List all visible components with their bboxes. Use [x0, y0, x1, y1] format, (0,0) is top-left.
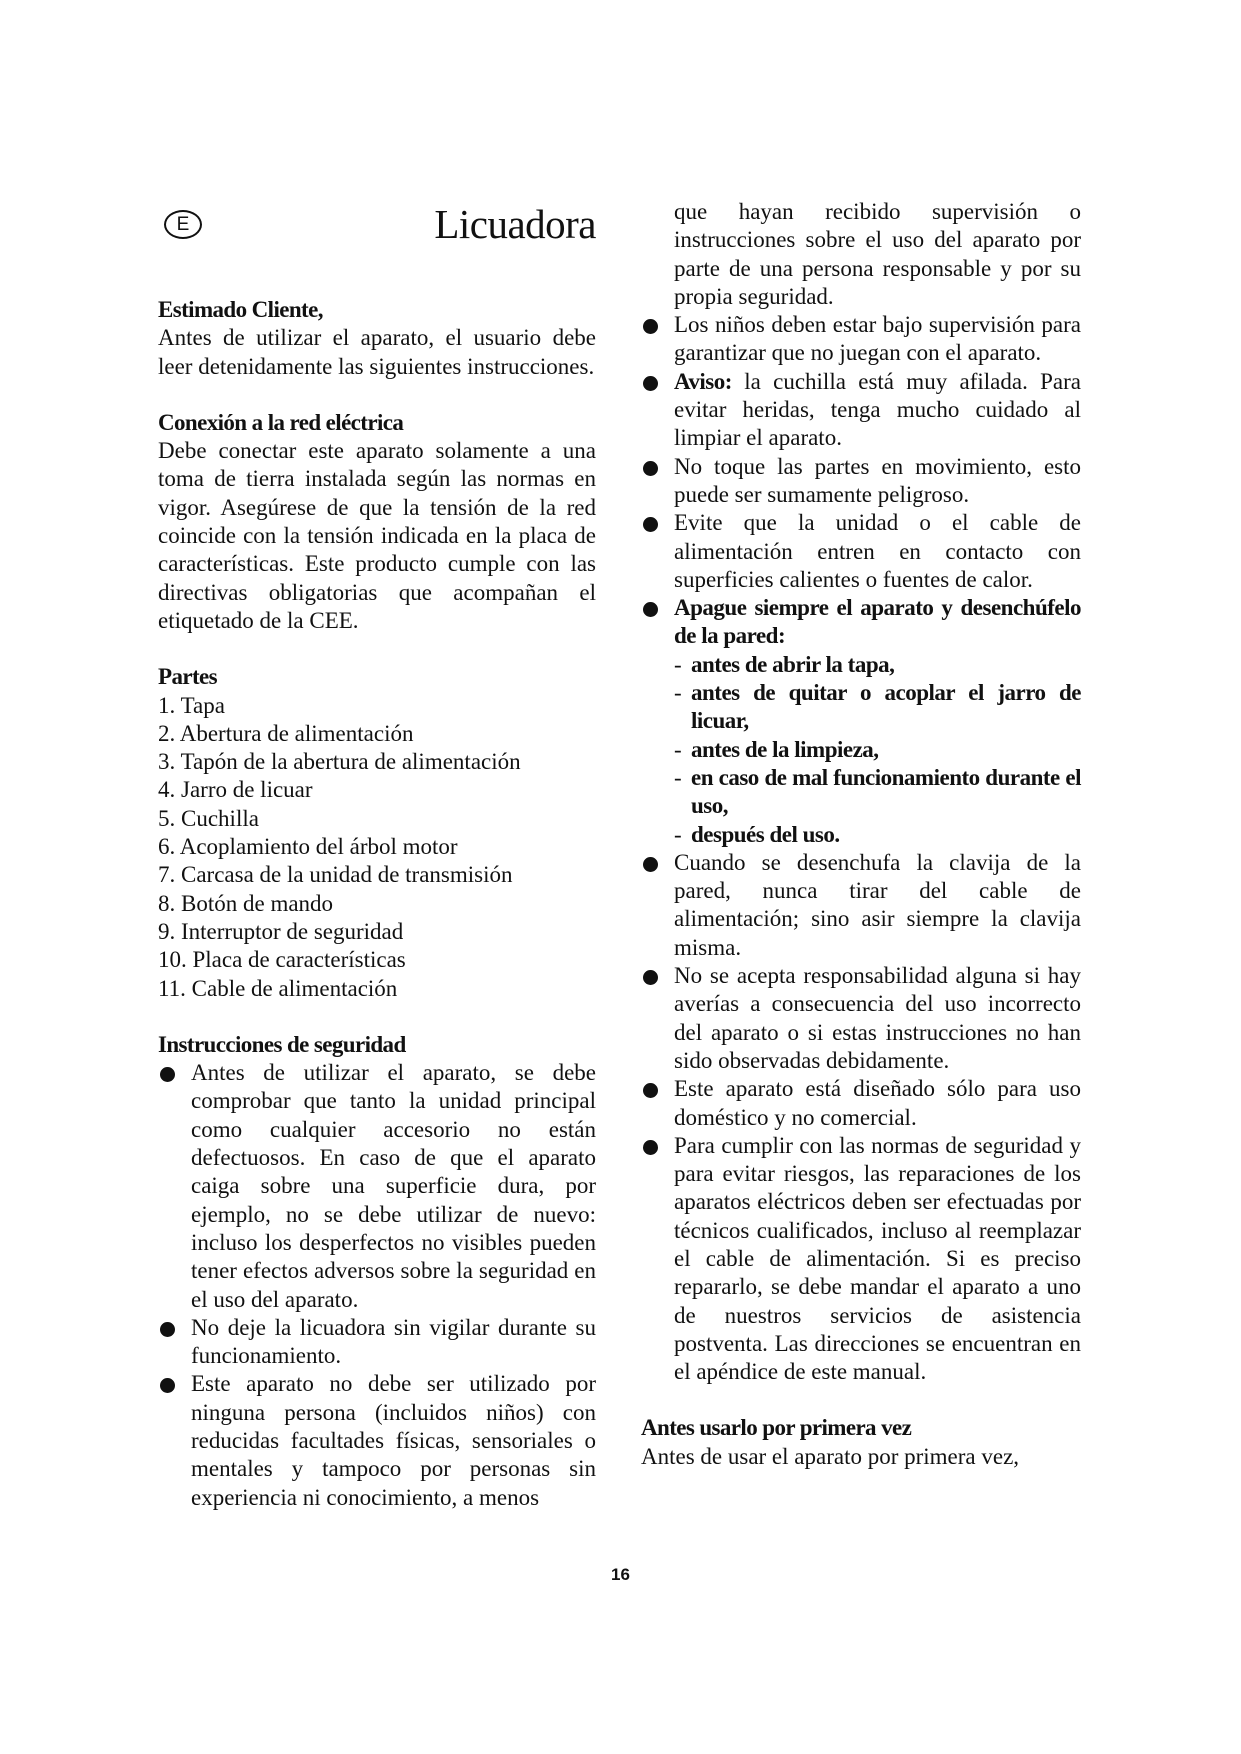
- warning-text: la cuchilla está muy afilada. Para evitar heridas, tenga mucho cuidado al limpiar el aparato.: [674, 368, 1081, 451]
- parts-section: [158, 663, 596, 1003]
- list-item: 10. Placa de características: [158, 947, 406, 973]
- safety-section: [158, 1031, 596, 1512]
- list-item: No se acepta responsabilidad alguna si hay averías a consecuencia del uso incorrecto del aparato o si estas instrucciones no han sido observadas debidamente.: [641, 962, 1081, 1075]
- parts-list: [158, 692, 596, 1003]
- list-item: - antes de abrir la tapa,: [674, 651, 1081, 679]
- list-item: [641, 368, 1081, 453]
- page-title: Licuadora: [434, 201, 596, 247]
- right-column: [641, 198, 1081, 1471]
- list-item: 5. Cuchilla: [158, 805, 259, 831]
- list-item: - antes de quitar o acoplar el jarro de licuar,: [674, 679, 1081, 736]
- list-item: 6. Acoplamiento del árbol motor: [158, 834, 458, 860]
- list-item: - antes de la limpieza,: [674, 736, 1081, 764]
- language-badge: E: [164, 210, 202, 239]
- list-item: Cuando se desenchufa la clavija de la pared, nunca tirar del cable de alimentación; sino asir siempre la clavija misma.: [641, 849, 1081, 962]
- unplug-list: [674, 651, 1081, 849]
- list-item: - después del uso.: [674, 821, 1081, 849]
- connection-heading: Conexión a la red eléctrica: [158, 409, 404, 435]
- safety-continuation: que hayan recibido supervisión o instrucciones sobre el uso del aparato por parte de una persona responsable y por su propia seguridad.: [674, 199, 1081, 309]
- left-column: [158, 200, 596, 1512]
- list-item: Evite que la unidad o el cable de alimentación entren en contacto con superficies calientes o fuentes de calor.: [641, 509, 1081, 594]
- list-item: 7. Carcasa de la unidad de transmisión: [158, 862, 513, 888]
- list-item: 3. Tapón de la abertura de alimentación: [158, 749, 521, 775]
- safety-list: [158, 1059, 596, 1512]
- list-item: No deje la licuadora sin vigilar durante su funcionamiento.: [158, 1314, 596, 1371]
- connection-section: [158, 409, 596, 635]
- connection-text: Debe conectar este aparato solamente a una toma de tierra instalada según las normas en vigor. Asegúrese de que la tensión de la red coincide con la tensión indicada en la placa de características. Este producto cumple con las directivas obligatorias que acompañan el etiquetado de la CEE.: [158, 438, 596, 633]
- page-number: 16: [611, 1565, 630, 1584]
- unplug-heading: Apague siempre el aparato y desenchúfelo de la pared:: [674, 595, 1081, 649]
- list-item: No toque las partes en movimiento, esto puede ser sumamente peligroso.: [641, 453, 1081, 510]
- list-item: 4. Jarro de licuar: [158, 777, 313, 803]
- greeting-heading: Estimado Cliente,: [158, 297, 323, 322]
- warning-label: Aviso:: [674, 368, 732, 394]
- list-item: 8. Botón de mando: [158, 890, 334, 916]
- list-item: Antes de utilizar el aparato, se debe comprobar que tanto la unidad principal como cualquier accesorio no están defectuosos. En caso de que el aparato caiga sobre una superficie dura, por ejemplo, no se debe utilizar de nuevo: incluso los desperfectos no visibles pueden tener efectos adversos sobre la seguridad en el uso del aparato.: [158, 1059, 596, 1314]
- list-item: 2. Abertura de alimentación: [158, 720, 414, 746]
- list-item: Este aparato está diseñado sólo para uso doméstico y no comercial.: [641, 1075, 1081, 1132]
- safety-list-continued: [641, 311, 1081, 1386]
- parts-heading: Partes: [158, 664, 217, 690]
- first-use-section: [641, 1414, 1081, 1471]
- list-item: - en caso de mal funcionamiento durante el uso,: [674, 764, 1081, 821]
- safety-heading: Instrucciones de seguridad: [158, 1031, 406, 1057]
- list-item: 11. Cable de alimentación: [158, 975, 398, 1001]
- list-item: 9. Interruptor de seguridad: [158, 918, 404, 944]
- greeting-text: Antes de utilizar el aparato, el usuario debe leer detenidamente las siguientes instrucciones.: [158, 325, 596, 379]
- first-use-text: Antes de usar el aparato por primera vez,: [641, 1443, 1020, 1469]
- list-item: 1. Tapa: [158, 692, 225, 718]
- first-use-heading: Antes usarlo por primera vez: [641, 1415, 912, 1441]
- greeting-section: [158, 296, 596, 381]
- list-item: [641, 594, 1081, 849]
- list-item: Este aparato no debe ser utilizado por ninguna persona (incluidos niños) con reducidas facultades físicas, sensoriales o mentales y tampoco por personas sin experiencia ni conocimiento, a menos: [158, 1370, 596, 1511]
- list-item: Para cumplir con las normas de seguridad y para evitar riesgos, las reparaciones de los aparatos eléctricos deben ser efectuadas por técnicos cualificados, incluso al reemplazar el cable de alimentación. Si es preciso repararlo, se debe mandar el aparato a uno de nuestros servicios de asistencia postventa. Las direcciones se encuentran en el apéndice de este manual.: [641, 1132, 1081, 1387]
- list-item: Los niños deben estar bajo supervisión para garantizar que no juegan con el aparato.: [641, 311, 1081, 368]
- page-header: [158, 200, 596, 248]
